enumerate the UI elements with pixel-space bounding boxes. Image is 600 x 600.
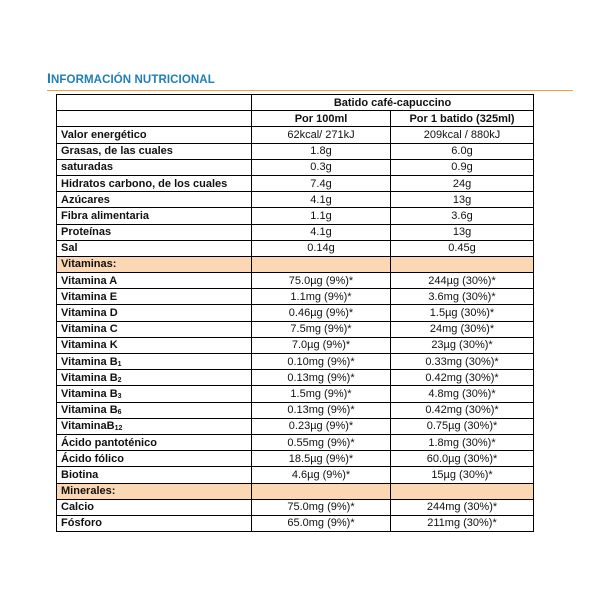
- section-empty-cell: [252, 256, 391, 272]
- header-empty-cell: [57, 111, 252, 127]
- value-per-serving: 1.8mg (30%)*: [391, 434, 534, 450]
- nutrient-label: Grasas, de las cuales: [57, 143, 252, 159]
- value-per-100ml: 0.46µg (9%)*: [252, 305, 391, 321]
- nutrient-label: [57, 402, 252, 418]
- section-heading-vitamins: Vitaminas:: [57, 256, 252, 272]
- value-per-serving: 4.8mg (30%)*: [391, 386, 534, 402]
- product-name-header: Batido café-capuccino: [252, 95, 534, 111]
- section-empty-cell: [391, 483, 534, 499]
- value-per-serving: 13g: [391, 192, 534, 208]
- vitamin-name: Vitamina C: [61, 323, 118, 336]
- page-title: [47, 70, 215, 86]
- value-per-100ml: 18.5µg (9%)*: [252, 451, 391, 467]
- value-per-100ml: 4.1g: [252, 192, 391, 208]
- value-per-100ml: 75.0µg (9%)*: [252, 273, 391, 289]
- nutrient-label: Sal: [57, 240, 252, 256]
- value-per-100ml: 1.8g: [252, 143, 391, 159]
- nutrient-label: [57, 418, 252, 434]
- nutrient-label: [57, 289, 252, 305]
- nutrient-label: Proteínas: [57, 224, 252, 240]
- table-row: [57, 451, 534, 467]
- section-heading-minerals: Minerales:: [57, 483, 252, 499]
- value-per-100ml: 0.13mg (9%)*: [252, 370, 391, 386]
- value-per-100ml: 0.10mg (9%)*: [252, 354, 391, 370]
- value-per-100ml: 0.14g: [252, 240, 391, 256]
- table-row: [57, 370, 534, 386]
- vitamin-name: Vitamina B: [61, 355, 118, 368]
- table-row: [57, 159, 534, 175]
- value-per-100ml: 0.13mg (9%)*: [252, 402, 391, 418]
- value-per-serving: 24mg (30%)*: [391, 321, 534, 337]
- section-row-minerals: [57, 483, 534, 499]
- nutrient-label: saturadas: [57, 159, 252, 175]
- value-per-100ml: 4.1g: [252, 224, 391, 240]
- nutrient-label: [57, 434, 252, 450]
- value-per-100ml: 1.1mg (9%)*: [252, 289, 391, 305]
- value-per-serving: 209kcal / 880kJ: [391, 127, 534, 143]
- table-header-columns-row: [57, 111, 534, 127]
- value-per-100ml: 0.55mg (9%)*: [252, 434, 391, 450]
- table-row: [57, 386, 534, 402]
- value-per-serving: 0.75µg (30%)*: [391, 418, 534, 434]
- nutrient-label: Azúcares: [57, 192, 252, 208]
- table-header-product-row: [57, 95, 534, 111]
- table-row: [57, 305, 534, 321]
- value-per-serving: 0.33mg (30%)*: [391, 354, 534, 370]
- nutrient-label: [57, 370, 252, 386]
- value-per-serving: 211mg (30%)*: [391, 515, 534, 531]
- table-row: [57, 208, 534, 224]
- vitamin-name: Vitamina D: [61, 307, 118, 320]
- nutrient-label: Fibra alimentaria: [57, 208, 252, 224]
- nutrient-label: [57, 354, 252, 370]
- value-per-100ml: 62kcal/ 271kJ: [252, 127, 391, 143]
- value-per-serving: 0.42mg (30%)*: [391, 370, 534, 386]
- nutrient-label: [57, 273, 252, 289]
- nutrient-label: [57, 467, 252, 483]
- value-per-100ml: 0.23µg (9%)*: [252, 418, 391, 434]
- title-underline: [47, 90, 573, 91]
- vitamin-name: VitaminaB: [61, 420, 115, 433]
- table-row: [57, 192, 534, 208]
- nutrient-label: Valor energético: [57, 127, 252, 143]
- table-row: [57, 354, 534, 370]
- value-per-100ml: 1.5mg (9%)*: [252, 386, 391, 402]
- nutrient-label: [57, 337, 252, 353]
- vitamin-name: Vitamina B: [61, 404, 118, 417]
- value-per-100ml: 7.4g: [252, 175, 391, 191]
- value-per-serving: 6.0g: [391, 143, 534, 159]
- nutrition-table: [56, 94, 534, 532]
- value-per-100ml: 7.0µg (9%)*: [252, 337, 391, 353]
- table-row: [57, 515, 534, 531]
- table-row: [57, 337, 534, 353]
- table-row: [57, 434, 534, 450]
- table-row: [57, 402, 534, 418]
- vitamin-name: Vitamina A: [61, 274, 118, 287]
- value-per-serving: 244mg (30%)*: [391, 499, 534, 515]
- column-header-per-100ml: Por 100ml: [252, 111, 391, 127]
- section-empty-cell: [391, 256, 534, 272]
- vitamin-subscript: 12: [114, 425, 123, 433]
- value-per-100ml: 1.1g: [252, 208, 391, 224]
- nutrient-label: [57, 386, 252, 402]
- nutrient-label: [57, 451, 252, 467]
- value-per-100ml: 0.3g: [252, 159, 391, 175]
- title-rest: NFORMACIÓN NUTRICIONAL: [51, 74, 215, 86]
- header-empty-cell: [57, 95, 252, 111]
- value-per-serving: 60.0µg (30%)*: [391, 451, 534, 467]
- section-empty-cell: [252, 483, 391, 499]
- value-per-serving: 15µg (30%)*: [391, 467, 534, 483]
- table-row: [57, 143, 534, 159]
- table-row: [57, 499, 534, 515]
- vitamin-subscript: 2: [117, 376, 122, 384]
- value-per-100ml: 4.6µg (9%)*: [252, 467, 391, 483]
- table-row: [57, 240, 534, 256]
- vitamin-name: Vitamina B: [61, 371, 118, 384]
- value-per-100ml: 7.5mg (9%)*: [252, 321, 391, 337]
- nutrient-label: [57, 321, 252, 337]
- value-per-serving: 3.6mg (30%)*: [391, 289, 534, 305]
- value-per-serving: 24g: [391, 175, 534, 191]
- value-per-serving: 3.6g: [391, 208, 534, 224]
- vitamin-name: Vitamina K: [61, 339, 118, 352]
- value-per-serving: 0.42mg (30%)*: [391, 402, 534, 418]
- nutrient-label: Calcio: [57, 499, 252, 515]
- value-per-serving: 13g: [391, 224, 534, 240]
- table-row: [57, 175, 534, 191]
- value-per-serving: 23µg (30%)*: [391, 337, 534, 353]
- title-initial: I: [47, 70, 51, 86]
- column-header-per-serving: Por 1 batido (325ml): [391, 111, 534, 127]
- value-per-serving: 244µg (30%)*: [391, 273, 534, 289]
- value-per-serving: 0.9g: [391, 159, 534, 175]
- vitamin-subscript: 3: [117, 392, 122, 400]
- table-row: [57, 289, 534, 305]
- nutrient-label: Fósforo: [57, 515, 252, 531]
- vitamin-name: Ácido pantoténico: [61, 436, 157, 449]
- nutrient-label: Hidratos carbono, de los cuales: [57, 175, 252, 191]
- vitamin-subscript: 1: [117, 360, 122, 368]
- value-per-100ml: 75.0mg (9%)*: [252, 499, 391, 515]
- table-row: [57, 273, 534, 289]
- vitamin-subscript: 6: [117, 409, 122, 417]
- vitamin-name: Vitamina E: [61, 290, 118, 303]
- vitamin-name: Biotina: [61, 468, 99, 481]
- value-per-serving: 0.45g: [391, 240, 534, 256]
- value-per-100ml: 65.0mg (9%)*: [252, 515, 391, 531]
- table-row: [57, 224, 534, 240]
- table-row: [57, 321, 534, 337]
- nutrient-label: [57, 305, 252, 321]
- table-row: [57, 467, 534, 483]
- section-row-vitamins: [57, 256, 534, 272]
- table-row: [57, 127, 534, 143]
- vitamin-name: Ácido fólico: [61, 452, 124, 465]
- vitamin-name: Vitamina B: [61, 387, 118, 400]
- value-per-serving: 1.5µg (30%)*: [391, 305, 534, 321]
- table-row: [57, 418, 534, 434]
